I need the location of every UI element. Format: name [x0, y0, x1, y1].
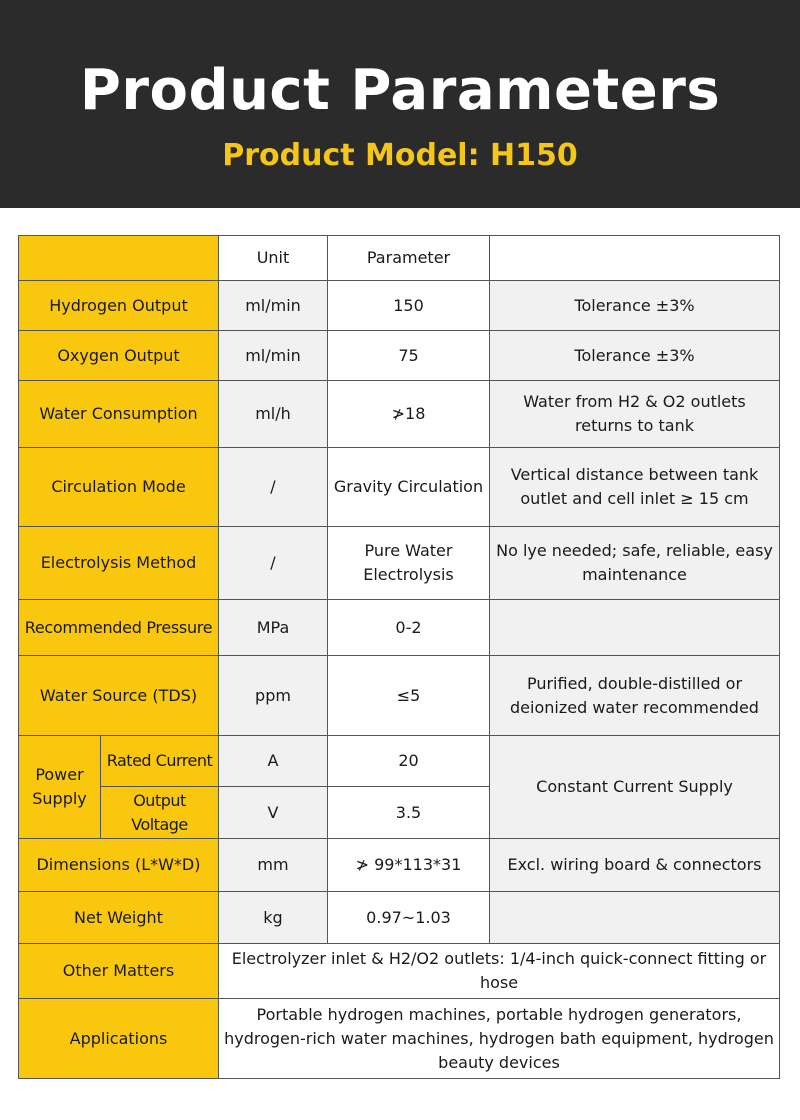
row-label: Oxygen Output — [19, 331, 219, 381]
row-unit: ml/h — [219, 381, 328, 448]
header-cell-note — [490, 236, 780, 281]
row-unit: mm — [219, 839, 328, 892]
row-unit: / — [219, 527, 328, 600]
row-parameter: ≯ 99*113*31 — [328, 839, 490, 892]
row-parameter: 0.97~1.03 — [328, 892, 490, 944]
table-row — [19, 448, 780, 527]
page-title: Product Parameters — [79, 58, 721, 123]
table-row-applications — [19, 999, 780, 1079]
row-unit: ppm — [219, 656, 328, 736]
row-label: Dimensions (L*W*D) — [19, 839, 219, 892]
power-supply-note: Constant Current Supply — [490, 736, 780, 839]
header-cell-label — [19, 236, 219, 281]
row-label: Water Source (TDS) — [19, 656, 219, 736]
parameters-table — [18, 235, 780, 1079]
table-row — [19, 281, 780, 331]
row-note — [490, 892, 780, 944]
row-label: Recommended Pressure — [19, 600, 219, 656]
row-parameter: 150 — [328, 281, 490, 331]
row-label: Net Weight — [19, 892, 219, 944]
row-parameter: 3.5 — [328, 787, 490, 839]
row-note: Tolerance ±3% — [490, 331, 780, 381]
header-banner — [0, 0, 800, 208]
row-note: Excl. wiring board & connectors — [490, 839, 780, 892]
row-note: Tolerance ±3% — [490, 281, 780, 331]
row-label: Applications — [19, 999, 219, 1079]
row-note — [490, 600, 780, 656]
row-parameter: Gravity Circulation — [328, 448, 490, 527]
row-label: Output Voltage — [101, 787, 219, 839]
row-unit: ml/min — [219, 281, 328, 331]
other-matters-text: Electrolyzer inlet & H2/O2 outlets: 1/4-inch quick-connect fitting or hose — [219, 944, 780, 999]
table-row-other-matters — [19, 944, 780, 999]
table-row — [19, 331, 780, 381]
row-parameter: ≤5 — [328, 656, 490, 736]
row-note: No lye needed; safe, reliable, easy maintenance — [490, 527, 780, 600]
row-note: Vertical distance between tank outlet and cell inlet ≥ 15 cm — [490, 448, 780, 527]
header-cell-parameter: Parameter — [328, 236, 490, 281]
table-row — [19, 839, 780, 892]
applications-text: Portable hydrogen machines, portable hydrogen generators, hydrogen-rich water machines, hydrogen bath equipment, hydrogen beauty devices — [219, 999, 780, 1079]
table-row — [19, 892, 780, 944]
row-unit: A — [219, 736, 328, 787]
row-label: Electrolysis Method — [19, 527, 219, 600]
row-note: Water from H2 & O2 outlets returns to tank — [490, 381, 780, 448]
row-unit: V — [219, 787, 328, 839]
row-note: Purified, double-distilled or deionized water recommended — [490, 656, 780, 736]
row-unit: kg — [219, 892, 328, 944]
row-label: Hydrogen Output — [19, 281, 219, 331]
power-supply-label: Power Supply — [19, 736, 101, 839]
table-row — [19, 600, 780, 656]
row-parameter: ≯18 — [328, 381, 490, 448]
row-parameter: Pure Water Electrolysis — [328, 527, 490, 600]
header-cell-unit: Unit — [219, 236, 328, 281]
row-parameter: 0-2 — [328, 600, 490, 656]
row-parameter: 20 — [328, 736, 490, 787]
row-unit: / — [219, 448, 328, 527]
table-row-power-current — [19, 736, 780, 787]
table-row — [19, 381, 780, 448]
row-unit: ml/min — [219, 331, 328, 381]
row-label: Rated Current — [101, 736, 219, 787]
product-model: Product Model: H150 — [222, 138, 578, 173]
row-parameter: 75 — [328, 331, 490, 381]
table-header-row — [19, 236, 780, 281]
row-unit: MPa — [219, 600, 328, 656]
row-label: Water Consumption — [19, 381, 219, 448]
table-row — [19, 527, 780, 600]
row-label: Circulation Mode — [19, 448, 219, 527]
table-row — [19, 656, 780, 736]
row-label: Other Matters — [19, 944, 219, 999]
